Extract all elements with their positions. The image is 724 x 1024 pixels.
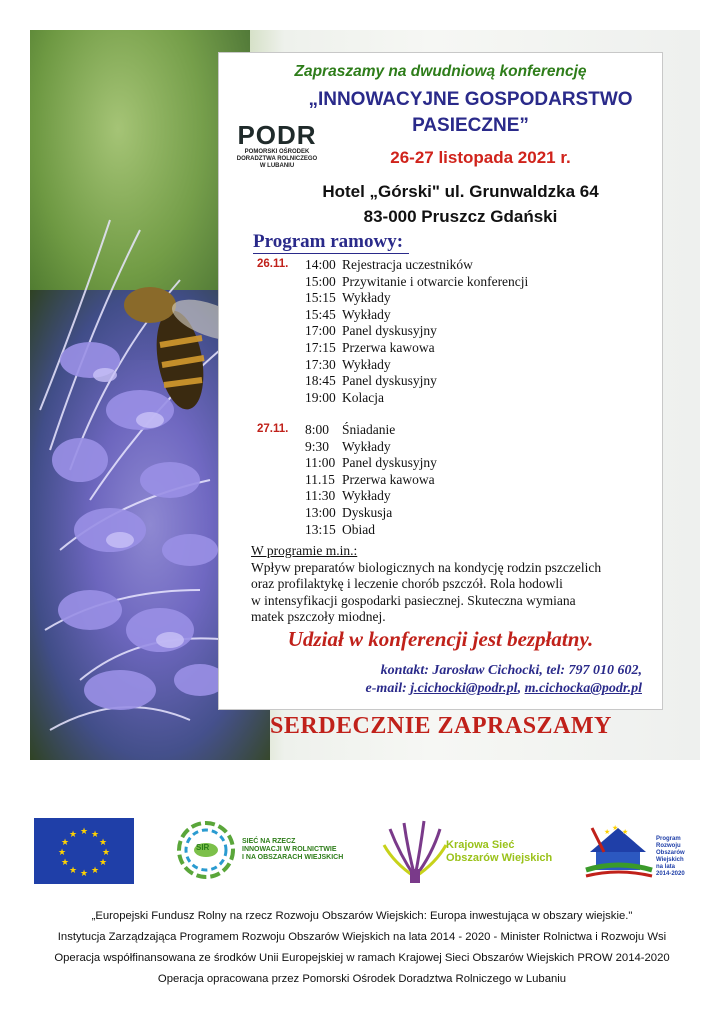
ksow-sprout-icon	[380, 815, 450, 887]
schedule-time: 11:30	[305, 488, 336, 504]
schedule-time: 11:00	[305, 455, 336, 471]
sir-text-2: INNOWACJI W ROLNICTWIE	[242, 846, 337, 853]
venue-line-2: 83-000 Pruszcz Gdański	[363, 207, 558, 226]
schedule-time: 15:45	[305, 306, 336, 322]
schedule-activity: Rejestracja uczestników	[342, 257, 473, 272]
svg-text:★: ★	[101, 848, 111, 858]
schedule-row	[305, 357, 528, 374]
schedule-time: 18:45	[305, 373, 336, 389]
schedule-row	[305, 472, 437, 489]
podr-sub-1: POMORSKI OŚRODEK	[244, 149, 310, 155]
schedule-activity: Dyskusja	[342, 504, 393, 520]
schedule-time: 13:15	[305, 521, 336, 537]
funding-footer	[0, 906, 724, 990]
svg-text:★: ★	[604, 828, 611, 836]
free-participation-note: Udział w konferencji jest bezpłatny.	[287, 627, 594, 651]
sir-text-3: I NA OBSZARACH WIEJSKICH	[242, 854, 344, 861]
schedule-activity: Wykłady	[342, 356, 391, 372]
prow-house-icon	[582, 818, 654, 884]
day-1-label: 26.11.	[257, 258, 289, 270]
podr-word-text: PODR	[237, 120, 317, 150]
prow-logo	[582, 818, 692, 884]
day-2-rows	[305, 422, 437, 538]
podr-wordmark	[233, 121, 321, 149]
podr-sub-3: W LUBANIU	[259, 163, 295, 169]
svg-text:★: ★	[60, 838, 70, 848]
svg-text:★: ★	[90, 830, 100, 840]
eu-flag-logo	[34, 818, 134, 884]
schedule-row	[305, 307, 528, 324]
svg-text:★: ★	[98, 838, 108, 848]
schedule-activity: Wykłady	[342, 290, 391, 306]
schedule-time: 17:30	[305, 356, 336, 372]
closing-invitation: SERDECZNIE ZAPRASZAMY	[270, 713, 612, 739]
title-line-2: PASIECZNE”	[412, 115, 529, 136]
schedule-activity: Przywitanie i otwarcie konferencji	[342, 273, 529, 289]
email-link-cichocki[interactable]: j.cichocki@podr.pl	[410, 681, 518, 696]
schedule-activity: Przerwa kawowa	[342, 339, 435, 355]
schedule-row	[305, 439, 437, 456]
schedule-activity: Panel dyskusyjny	[342, 323, 437, 339]
contact-block	[366, 662, 642, 698]
svg-text:★: ★	[612, 824, 619, 832]
highlights-line: w intensyfikacji gospodarki pasiecznej. Skuteczna wymiana	[251, 592, 576, 608]
highlights-line: oraz profilaktykę i leczenie chorób pszczół. Rola hodowli	[251, 576, 563, 591]
prow-text-4: Wiejskich	[656, 857, 684, 863]
svg-text:★: ★	[98, 858, 108, 868]
prow-text-3: Obszarów	[656, 850, 685, 856]
ksow-text-2: Obszarów Wiejskich	[446, 852, 553, 864]
svg-text:★: ★	[57, 848, 67, 858]
schedule-time: 15:00	[305, 273, 336, 289]
svg-text:★: ★	[90, 866, 100, 876]
svg-text:★: ★	[79, 869, 89, 879]
svg-text:★: ★	[60, 858, 70, 868]
ksow-logo	[380, 815, 560, 887]
schedule-row	[305, 257, 528, 274]
schedule-activity: Panel dyskusyjny	[342, 455, 437, 471]
conference-date: 26-27 listopada 2021 r.	[390, 148, 571, 167]
schedule-row	[305, 488, 437, 505]
schedule-activity: Wykłady	[342, 438, 391, 454]
venue-line-1: Hotel „Górski" ul. Grunwaldzka 64	[322, 182, 599, 201]
schedule-time: 19:00	[305, 389, 336, 405]
day-2-label: 27.11.	[257, 423, 289, 435]
schedule-time: 11.15	[305, 471, 335, 487]
schedule-activity: Kolacja	[342, 389, 384, 405]
schedule-time: 8:00	[305, 422, 330, 437]
schedule-time: 15:15	[305, 290, 336, 306]
prow-text-1: Program	[656, 836, 681, 842]
highlights-line: Wpływ preparatów biologicznych na kondycję rodzin pszczelich	[251, 559, 602, 575]
svg-text:★: ★	[622, 828, 629, 836]
schedule-activity: Obiad	[342, 521, 375, 537]
program-highlights	[251, 543, 651, 626]
highlights-line: matek pszczoły miodnej.	[251, 609, 386, 624]
prow-text-5: na lata 2014-2020	[656, 864, 685, 877]
program-heading: Program ramowy:	[253, 231, 409, 254]
day-1-rows	[305, 257, 528, 406]
schedule-activity: Wykłady	[342, 306, 391, 322]
schedule-activity: Przerwa kawowa	[342, 471, 435, 487]
email-separator: ,	[517, 681, 525, 696]
footer-line: Instytucja Zarządzająca Programem Rozwoju Obszarów Wiejskich na lata 2014 - 2020 - Minister Rolnictwa i Rozwoju Wsi	[57, 931, 667, 943]
schedule-time: 17:15	[305, 339, 336, 355]
schedule-time: 17:00	[305, 323, 336, 339]
ksow-text-1: Krajowa Sieć	[446, 839, 515, 851]
sir-badge: SIR	[196, 843, 210, 852]
schedule-activity: Wykłady	[342, 488, 391, 504]
schedule-row	[305, 274, 528, 291]
footer-line: Operacja opracowana przez Pomorski Ośrodek Doradztwa Rolniczego w Lubaniu	[157, 973, 567, 985]
eu-stars-icon	[34, 818, 134, 884]
svg-text:★: ★	[79, 827, 89, 837]
highlights-heading: W programie m.in.:	[251, 543, 358, 558]
footer-line: Operacja współfinansowana ze środków Unii Europejskiej w ramach Krajowej Sieci Obszarów Wiejskich PROW 2014-2020	[54, 952, 670, 964]
footer-line: „Europejski Fundusz Rolny na rzecz Rozwoju Obszarów Wiejskich: Europa inwestująca w obszary wiejskie."	[91, 910, 633, 922]
schedule-activity: Śniadanie	[342, 422, 396, 437]
invitation-card	[218, 52, 663, 710]
schedule-row	[305, 522, 437, 539]
schedule-row	[305, 455, 437, 472]
schedule-row	[305, 390, 528, 407]
svg-text:★: ★	[68, 866, 78, 876]
schedule-activity: Panel dyskusyjny	[342, 373, 437, 389]
schedule-row	[305, 422, 437, 439]
title-line-1: „INNOWACYJNE GOSPODARSTWO	[308, 89, 633, 110]
schedule-row	[305, 373, 528, 390]
podr-sub-2: DORADZTWA ROLNICZEGO	[236, 156, 318, 162]
prow-text-2: Rozwoju	[656, 843, 681, 849]
invite-line: Zapraszamy na dwudniową konferencję	[294, 63, 587, 80]
venue	[259, 179, 662, 229]
schedule-time: 9:30	[305, 438, 330, 454]
schedule-row	[305, 290, 528, 307]
sir-logo	[174, 818, 344, 882]
email-line	[366, 680, 642, 698]
schedule-row	[305, 323, 528, 340]
svg-text:★: ★	[68, 830, 78, 840]
schedule-time: 14:00	[305, 257, 336, 272]
schedule-row	[305, 340, 528, 357]
email-label: e-mail:	[365, 681, 411, 696]
contact-line: kontakt: Jarosław Cichocki, tel: 797 010 602,	[380, 663, 642, 678]
email-link-cichocka[interactable]: m.cichocka@podr.pl	[524, 681, 642, 696]
sir-text-1: SIEĆ NA RZECZ	[242, 838, 296, 845]
conference-title	[279, 87, 662, 139]
schedule-time: 13:00	[305, 504, 336, 520]
schedule-row	[305, 505, 437, 522]
